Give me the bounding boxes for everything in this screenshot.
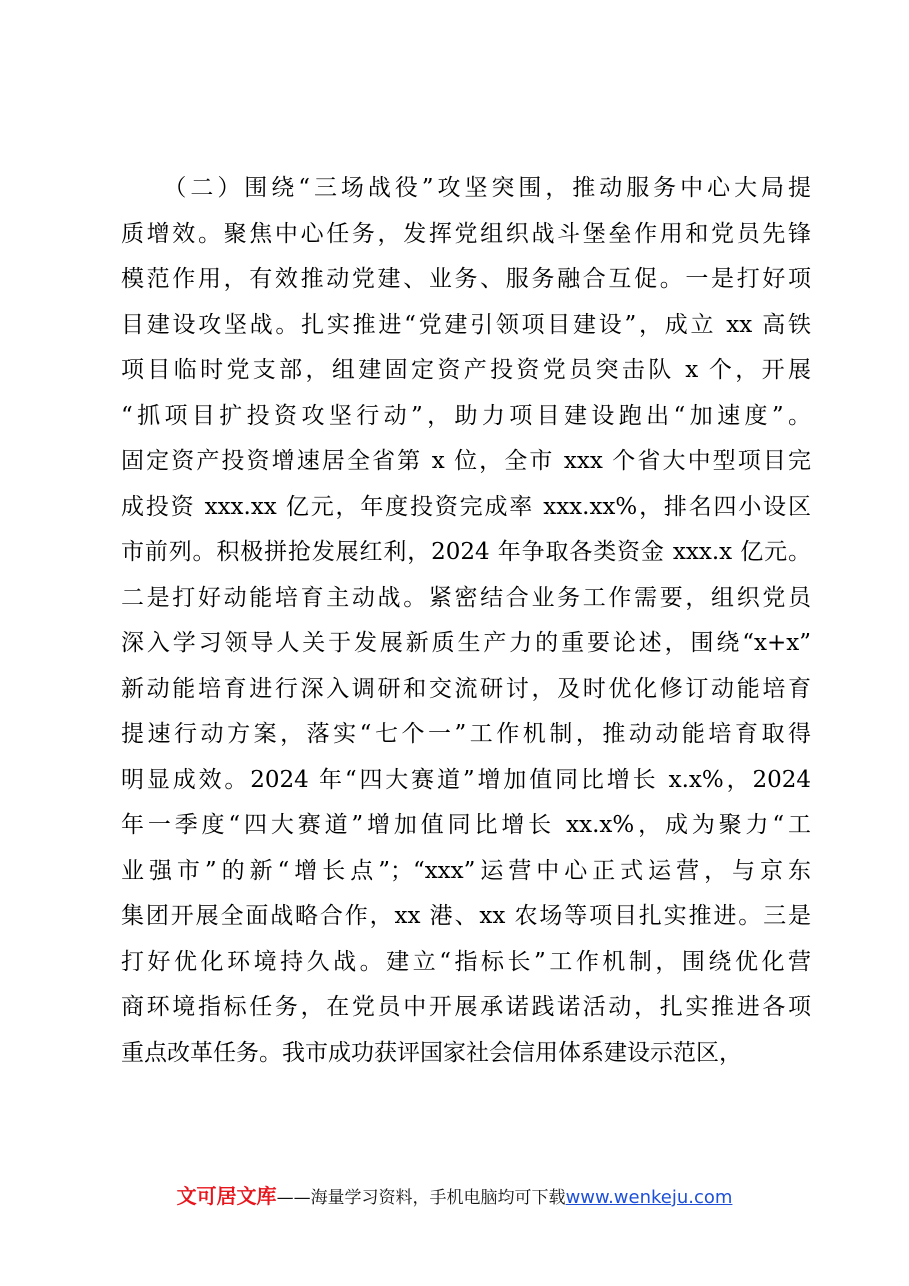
text-line: 新动能培育进行深入调研和交流研讨，及时优化修订动能培育 <box>121 675 811 702</box>
text-line: 成投资 xxx.xx 亿元，年度投资完成率 xxx.xx%，排名四小设区 <box>121 493 811 520</box>
text-line: 市前列。积极拼抢发展红利，2024 年争取各类资金 xxx.x 亿元。 <box>121 539 811 565</box>
text-line: 质增效。聚焦中心任务，发挥党组织战斗堡垒作用和党员先锋 <box>121 220 811 247</box>
text-line: 集团开展全面战略合作，xx 港、xx 农场等项目扎实推进。三是 <box>121 903 811 929</box>
text-line: 明显成效。2024 年“四大赛道”增加值同比增长 x.x%，2024 <box>121 766 811 793</box>
footer-tagline: ——海量学习资料，手机电脑均可下载 <box>276 1188 566 1208</box>
text-line: 二是打好动能培育主动战。紧密结合业务工作需要，组织党员 <box>121 584 811 611</box>
text-line: 深入学习领导人关于发展新质生产力的重要论述，围绕“x+x” <box>121 630 811 656</box>
text-line: 目建设攻坚战。扎实推进“党建引领项目建设”，成立 xx 高铁 <box>121 311 811 338</box>
text-line: 提速行动方案，落实“七个一”工作机制，推动动能培育取得 <box>121 721 811 747</box>
text-line: 年一季度“四大赛道”增加值同比增长 xx.x%，成为聚力“工 <box>121 812 811 838</box>
text-line: 项目临时党支部，组建固定资产投资党员突击队 x 个，开展 <box>121 357 811 383</box>
footer-brand: 文可居文库 <box>176 1184 277 1208</box>
document-body <box>121 166 811 1076</box>
text-line: （二）围绕“三场战役”攻坚突围，推动服务中心大局提 <box>121 175 811 201</box>
text-line: 重点改革任务。我市成功获评国家社会信用体系建设示范区， <box>121 1039 742 1066</box>
footer-site-link[interactable]: www.wenkeju.com <box>565 1187 733 1208</box>
text-line: 打好优化环境持久战。建立“指标长”工作机制，围绕优化营 <box>121 948 811 975</box>
text-line: “抓项目扩投资攻坚行动”，助力项目建设跑出“加速度”。 <box>121 402 811 429</box>
text-line: 模范作用，有效推动党建、业务、服务融合互促。一是打好项 <box>121 266 811 292</box>
text-line: 商环境指标任务，在党员中开展承诺践诺活动，扎实推进各项 <box>121 994 811 1020</box>
page-footer <box>0 1182 909 1212</box>
text-line: 固定资产投资增速居全省第 x 位，全市 xxx 个省大中型项目完 <box>121 448 811 474</box>
text-line: 业强市”的新“增长点”；“xxx”运营中心正式运营，与京东 <box>121 857 811 884</box>
